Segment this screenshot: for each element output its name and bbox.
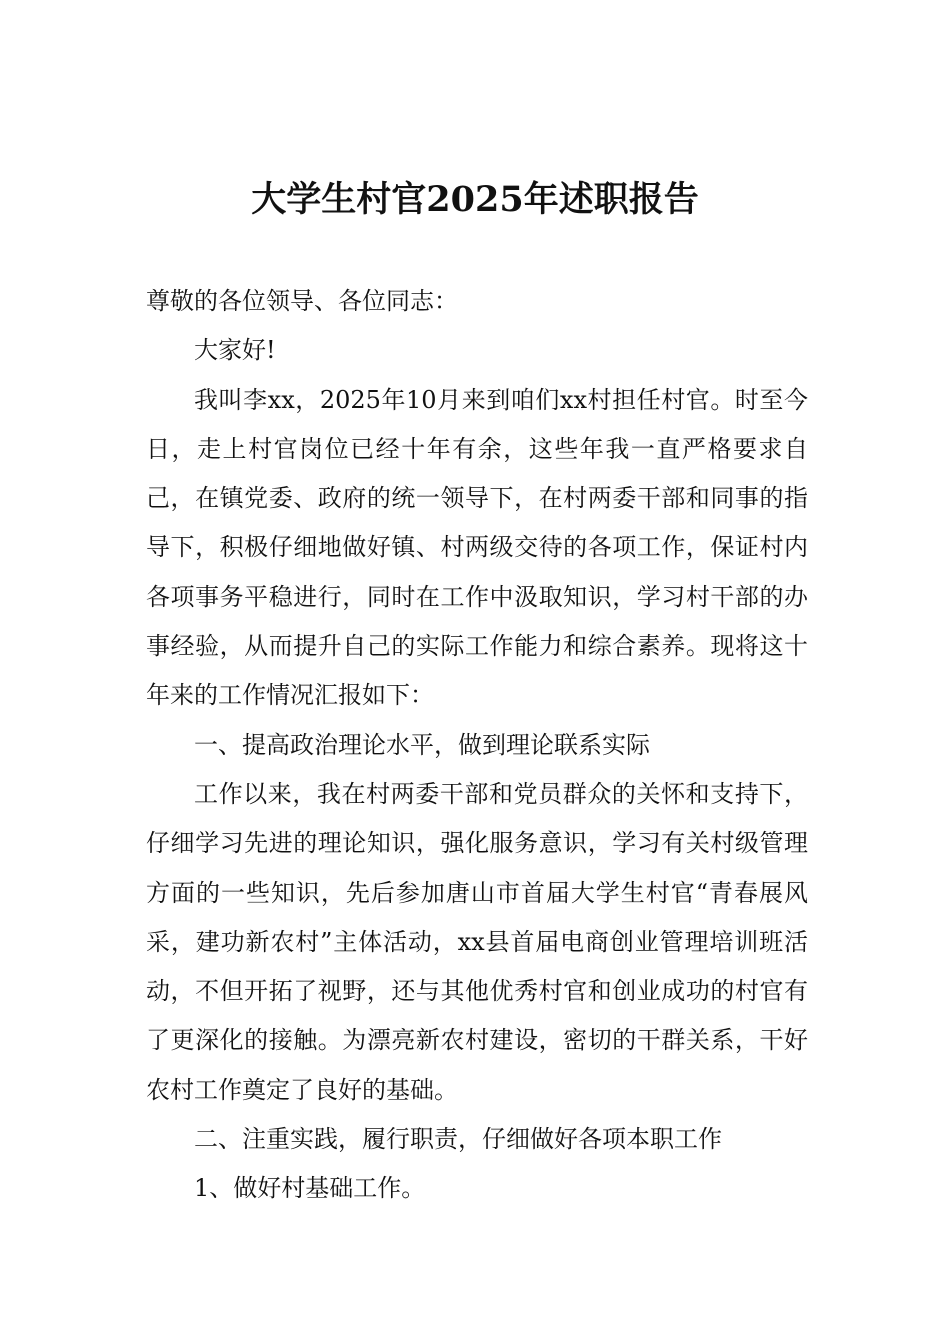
section-1-paragraph: 工作以来，我在村两委干部和党员群众的关怀和支持下，仔细学习先进的理论知识，强化服务意识，学习有关村级管理方面的一些知识，先后参加唐山市首届大学生村官“青春展风采，建功新农村”主体活动，xx县首届电商创业管理培训班活动，不但开拓了视野，还与其他优秀村官和创业成功的村官有了更深化的接触。为漂亮新农村建设，密切的干群关系，干好农村工作奠定了良好的基础。 xyxy=(146,779,808,1104)
subsection-heading-1: 1、做好村基础工作。 xyxy=(194,1174,426,1203)
greeting: 大家好! xyxy=(194,336,276,365)
salutation: 尊敬的各位领导、各位同志： xyxy=(146,287,458,315)
intro-paragraph: 我叫李xx，2025年10月来到咱们xx村担任村官。时至今日，走上村官岗位已经十年有余，这些年我一直严格要求自己，在镇党委、政府的统一领导下，在村两委干部和同事的指导下，积极仔细地做好镇、村两级交待的各项工作，保证村内各项事务平稳进行，同时在工作中汲取知识，学习村干部的办事经验，从而提升自己的实际工作能力和综合素养。现将这十年来的工作情况汇报如下： xyxy=(146,385,808,710)
section-heading-2: 二、注重实践，履行职责，仔细做好各项本职工作 xyxy=(194,1125,722,1154)
document-body xyxy=(146,277,808,1214)
section-heading-1: 一、提高政治理论水平，做到理论联系实际 xyxy=(194,730,650,759)
document-title: 大学生村官2025年述职报告 xyxy=(251,179,699,220)
